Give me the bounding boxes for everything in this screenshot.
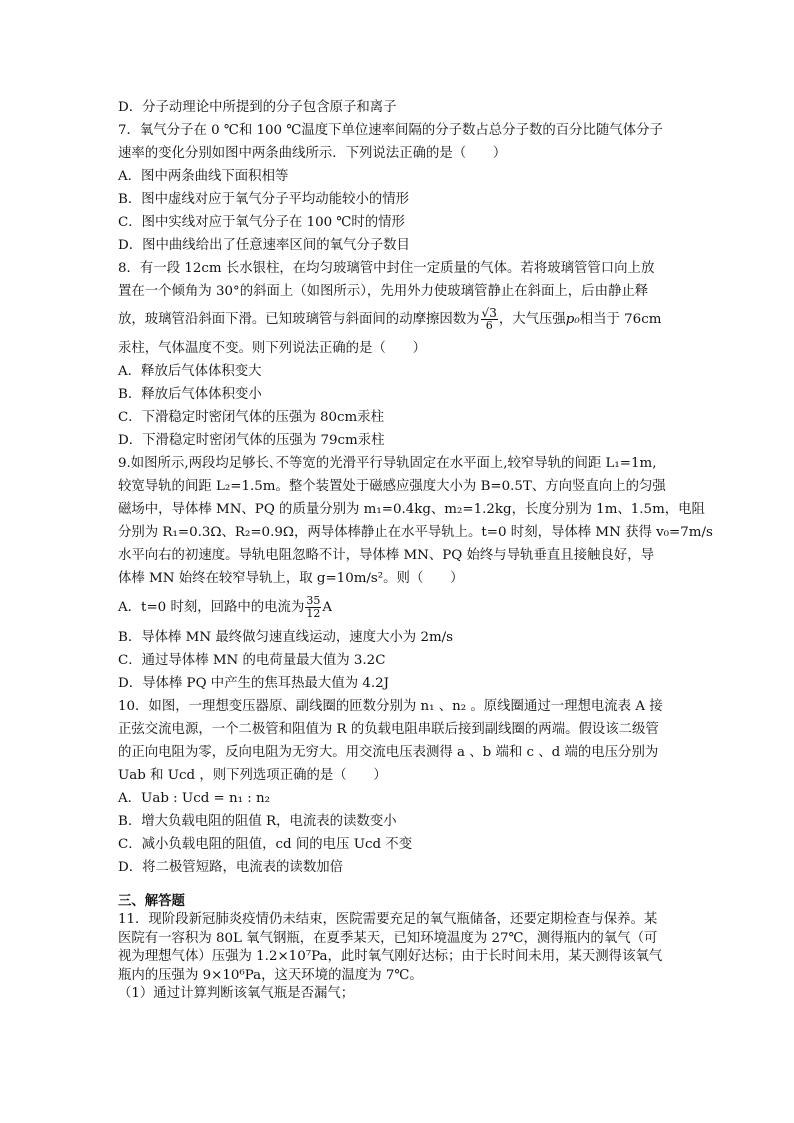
q9-option-d: D．导体棒 PQ 中产生的焦耳热最大值为 4.2J bbox=[118, 676, 390, 691]
q10-line1: 10．如图，一理想变压器原、副线圈的匝数分别为 n₁ 、n₂ 。原线圈通过一理想电流表 A 接 bbox=[118, 699, 663, 714]
q11-line1: 11．现阶段新冠肺炎疫情仍未结束，医院需要充足的氧气瓶储备，还要定期检查与保养。某 bbox=[118, 912, 658, 927]
q8-friction-fraction bbox=[481, 307, 498, 332]
q8-option-b: B．释放后气体体积变小 bbox=[118, 387, 262, 402]
q8-stem-line4: 汞柱，气体温度不变。则下列说法正确的是（ ） bbox=[118, 341, 426, 356]
q8-option-a: A．释放后气体体积变大 bbox=[118, 364, 262, 379]
q9-line5: 水平向右的初速度。导轨电阻忽略不计，导体棒 MN、PQ 始终与导轨垂直且接触良好，导 bbox=[118, 548, 654, 563]
q11-line2: 医院有一容积为 80L 氧气钢瓶，在夏季某天，已知环境温度为 27℃，测得瓶内的氧气（可 bbox=[118, 930, 658, 946]
q10-option-b: B．增大负载电阻的阻值 R，电流表的读数变小 bbox=[118, 814, 397, 829]
q8-stem-line3-start: 放，玻璃管沿斜面下滑。已知玻璃管与斜面间的动摩擦因数为 bbox=[118, 312, 480, 327]
q9-line3: 磁场中，导体棒 MN、PQ 的质量分别为 m₁=0.4kg、m₂=1.2kg，长度分别为 1m、1.5m，电阻 bbox=[118, 502, 705, 517]
fraction-denominator: 12 bbox=[306, 607, 321, 620]
q11-line3: 视为理想气体）压强为 1.2×10⁷Pa，此时氧气刚好达标；由于长时间未用，某天测得该氧气 bbox=[118, 949, 663, 964]
q10-option-c: C．减小负载电阻的阻值，cd 间的电压 Ucd 不变 bbox=[118, 837, 413, 852]
q9-option-a-text: A．t=0 时刻，回路中的电流为 bbox=[118, 600, 305, 615]
q6-option-d: D．分子动理论中所提到的分子包含原子和离子 bbox=[118, 100, 397, 115]
q8-stem-line2: 置在一个倾角为 30°的斜面上（如图所示），先用外力使玻璃管静止在斜面上，后由静止释 bbox=[118, 284, 649, 299]
q7-option-b: B．图中虚线对应于氧气分子平均动能较小的情形 bbox=[118, 192, 410, 207]
q10-line2: 正弦交流电源，一个二极管和阻值为 R 的负载电阻串联后接到副线圈的两端。假设该二级管 bbox=[118, 722, 659, 737]
fraction-numerator: 35 bbox=[306, 594, 321, 607]
q9-line4: 分别为 R₁=0.3Ω、R₂=0.9Ω，两导体棒静止在水平导轨上。t=0 时刻，导体棒 MN 获得 v₀=7m/s bbox=[118, 525, 713, 540]
fraction-denominator: 6 bbox=[485, 319, 493, 332]
q9-current-fraction bbox=[305, 595, 321, 620]
q8-p0-symbol: p₀ bbox=[565, 312, 580, 327]
q10-line3: 的正向电阻为零，反向电阻为无穷大。用交流电压表测得 a 、b 端和 c 、d 端的电压分别为 bbox=[118, 745, 659, 760]
q7-option-d: D．图中曲线给出了任意速率区间的氧气分子数目 bbox=[118, 238, 410, 253]
q9-option-c: C．通过导体棒 MN 的电荷量最大值为 3.2C bbox=[118, 653, 386, 668]
q10-option-a: A．Uab : Ucd = n₁ : n₂ bbox=[118, 791, 271, 806]
q9-line2: 较宽导轨的间距 L₂=1.5m。整个装置处于磁感应强度大小为 B=0.5T、方向竖直向上的匀强 bbox=[118, 479, 666, 494]
q7-option-c: C．图中实线对应于氧气分子在 100 ℃时的情形 bbox=[118, 215, 405, 230]
q9-line1: 9.如图所示,两段均足够长､不等宽的光滑平行导轨固定在水平面上,较窄导轨的间距 L₁=1m, bbox=[118, 456, 657, 471]
q8-option-d: D．下滑稳定时密闭气体的压强为 79cm汞柱 bbox=[118, 433, 385, 448]
q8-stem-line3-mid: ，大气压强 bbox=[498, 312, 566, 327]
q7-stem-line2: 速率的变化分别如图中两条曲线所示．下列说法正确的是（ ） bbox=[118, 146, 507, 161]
q7-option-a: A．图中两条曲线下面积相等 bbox=[118, 169, 289, 184]
q7-stem-line1: 7．氧气分子在 0 ℃和 100 ℃温度下单位速率间隔的分子数占总分子数的百分比随气体分子 bbox=[118, 123, 663, 138]
exam-page bbox=[118, 96, 713, 1004]
q8-stem-line3 bbox=[118, 303, 688, 337]
q8-option-c: C．下滑稳定时密闭气体的压强为 80cm汞柱 bbox=[118, 410, 384, 425]
section-title: 三、解答题 bbox=[118, 893, 185, 909]
q10-option-d: D．将二极管短路，电流表的读数加倍 bbox=[118, 860, 343, 875]
q11-line4: 瓶内的压强为 9×10⁶Pa，这天环境的温度为 7℃。 bbox=[118, 967, 423, 983]
q9-option-a-unit: A bbox=[322, 600, 333, 615]
fraction-numerator: √3 bbox=[481, 306, 497, 320]
q11-subquestion-1: （1）通过计算判断该氧气瓶是否漏气； bbox=[118, 986, 355, 1001]
q10-line4: Uab 和 Ucd ，则下列选项正确的是（ ） bbox=[118, 768, 387, 783]
q9-line6: 体棒 MN 始终在较窄导轨上，取 g=10m/s²。则（ ） bbox=[118, 571, 464, 586]
q9-option-b: B．导体棒 MN 最终做匀速直线运动，速度大小为 2m/s bbox=[118, 630, 454, 645]
q8-stem-line1: 8．有一段 12cm 长水银柱，在均匀玻璃管中封住一定质量的气体。若将玻璃管管口向上放 bbox=[118, 261, 655, 276]
q9-option-a bbox=[118, 590, 688, 626]
q8-stem-line3-end: 相当于 76cm bbox=[579, 312, 662, 327]
